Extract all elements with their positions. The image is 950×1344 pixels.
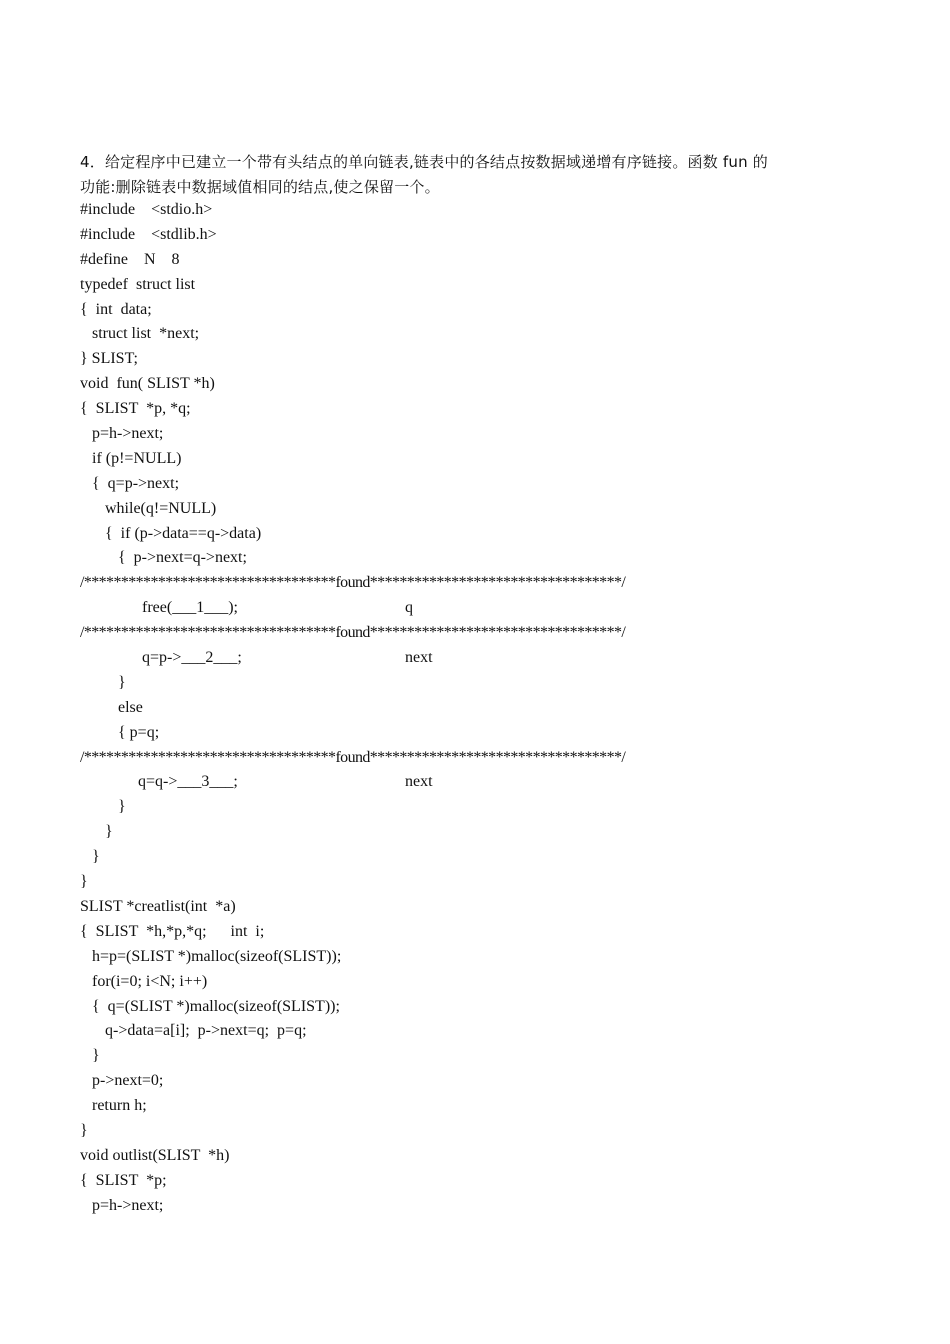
- code-text: }: [118, 673, 126, 691]
- blank-answer: next: [405, 773, 433, 791]
- code-text: #define N 8: [80, 250, 180, 268]
- code-text: }: [105, 823, 113, 841]
- code-line: [80, 298, 860, 323]
- question-line-2: 功能:删除链表中数据域值相同的结点,使之保留一个。: [80, 178, 440, 196]
- code-text: void fun( SLIST *h): [80, 375, 215, 393]
- code-text: { q=p->next;: [92, 474, 180, 492]
- code-line: [80, 696, 860, 721]
- code-text: for(i=0; i<N; i++): [92, 972, 208, 990]
- code-text: q->data=a[i]; p->next=q; p=q;: [105, 1022, 307, 1040]
- code-text: else: [118, 698, 143, 716]
- code-line: [80, 1119, 860, 1144]
- code-line: [80, 546, 860, 571]
- found-marker-text: /**********************************found**********************************/: [80, 574, 626, 592]
- code-line: [80, 1069, 860, 1094]
- code-line: [80, 248, 860, 273]
- code-line: [80, 273, 860, 298]
- code-text: return h;: [92, 1097, 147, 1115]
- code-line: [80, 522, 860, 547]
- code-line: [80, 845, 860, 870]
- code-line: [80, 397, 860, 422]
- code-line: [80, 1144, 860, 1169]
- code-line: [80, 870, 860, 895]
- code-text: { p->next=q->next;: [118, 549, 247, 567]
- found-marker-text: /**********************************found**********************************/: [80, 748, 626, 766]
- code-text: { SLIST *p, *q;: [80, 400, 191, 418]
- code-text: }: [92, 1047, 100, 1065]
- code-line: [80, 497, 860, 522]
- question-text: [80, 150, 860, 200]
- code-text: { q=(SLIST *)malloc(sizeof(SLIST));: [92, 997, 340, 1015]
- code-text: { if (p->data==q->data): [105, 524, 262, 542]
- code-text: { SLIST *h,*p,*q; int i;: [80, 922, 265, 940]
- found-marker-line: [80, 746, 860, 771]
- code-text: SLIST *creatlist(int *a): [80, 897, 236, 915]
- code-text: { p=q;: [118, 723, 160, 741]
- code-text: h=p=(SLIST *)malloc(sizeof(SLIST));: [92, 947, 342, 965]
- code-text: p->next=0;: [92, 1072, 164, 1090]
- found-marker-text: /**********************************found**********************************/: [80, 624, 626, 642]
- code-text: { SLIST *p;: [80, 1171, 167, 1189]
- question-line-1: 4．给定程序中已建立一个带有头结点的单向链表,链表中的各结点按数据域递增有序链接。函数 fun 的: [80, 153, 768, 171]
- code-text: } SLIST;: [80, 350, 138, 368]
- code-line: [80, 372, 860, 397]
- code-text: free(___1___);: [142, 599, 238, 617]
- found-marker-line: [80, 571, 860, 596]
- code-line: [80, 795, 860, 820]
- code-text: struct list *next;: [92, 325, 200, 343]
- found-marker-line: [80, 621, 860, 646]
- code-line: [80, 646, 860, 671]
- code-line: [80, 472, 860, 497]
- code-line: [80, 422, 860, 447]
- code-listing: [80, 198, 860, 1219]
- code-line: [80, 596, 860, 621]
- code-line: [80, 721, 860, 746]
- code-line: [80, 322, 860, 347]
- blank-answer: next: [405, 649, 433, 667]
- code-text: }: [80, 1121, 88, 1139]
- code-text: #include <stdlib.h>: [80, 225, 217, 243]
- code-line: [80, 995, 860, 1020]
- code-line: [80, 1044, 860, 1069]
- code-line: [80, 1019, 860, 1044]
- code-text: #include <stdio.h>: [80, 201, 213, 218]
- code-line: [80, 198, 860, 223]
- code-text: q=p->___2___;: [142, 649, 242, 667]
- code-line: [80, 920, 860, 945]
- code-text: void outlist(SLIST *h): [80, 1146, 230, 1164]
- code-line: [80, 671, 860, 696]
- code-line: [80, 223, 860, 248]
- blank-answer: q: [405, 599, 413, 617]
- code-line: [80, 970, 860, 995]
- code-text: q=q->___3___;: [138, 773, 238, 791]
- code-text: }: [92, 848, 100, 866]
- code-text: { int data;: [80, 300, 152, 318]
- code-line: [80, 770, 860, 795]
- code-line: [80, 895, 860, 920]
- code-line: [80, 447, 860, 472]
- code-text: }: [118, 798, 126, 816]
- code-text: while(q!=NULL): [105, 499, 217, 517]
- code-text: p=h->next;: [92, 1196, 164, 1214]
- code-text: p=h->next;: [92, 425, 164, 443]
- code-line: [80, 820, 860, 845]
- code-line: [80, 1169, 860, 1194]
- code-line: [80, 347, 860, 372]
- code-line: [80, 1094, 860, 1119]
- code-text: }: [80, 873, 88, 891]
- code-line: [80, 945, 860, 970]
- code-text: if (p!=NULL): [92, 449, 182, 467]
- code-line: [80, 1194, 860, 1219]
- code-text: typedef struct list: [80, 275, 196, 293]
